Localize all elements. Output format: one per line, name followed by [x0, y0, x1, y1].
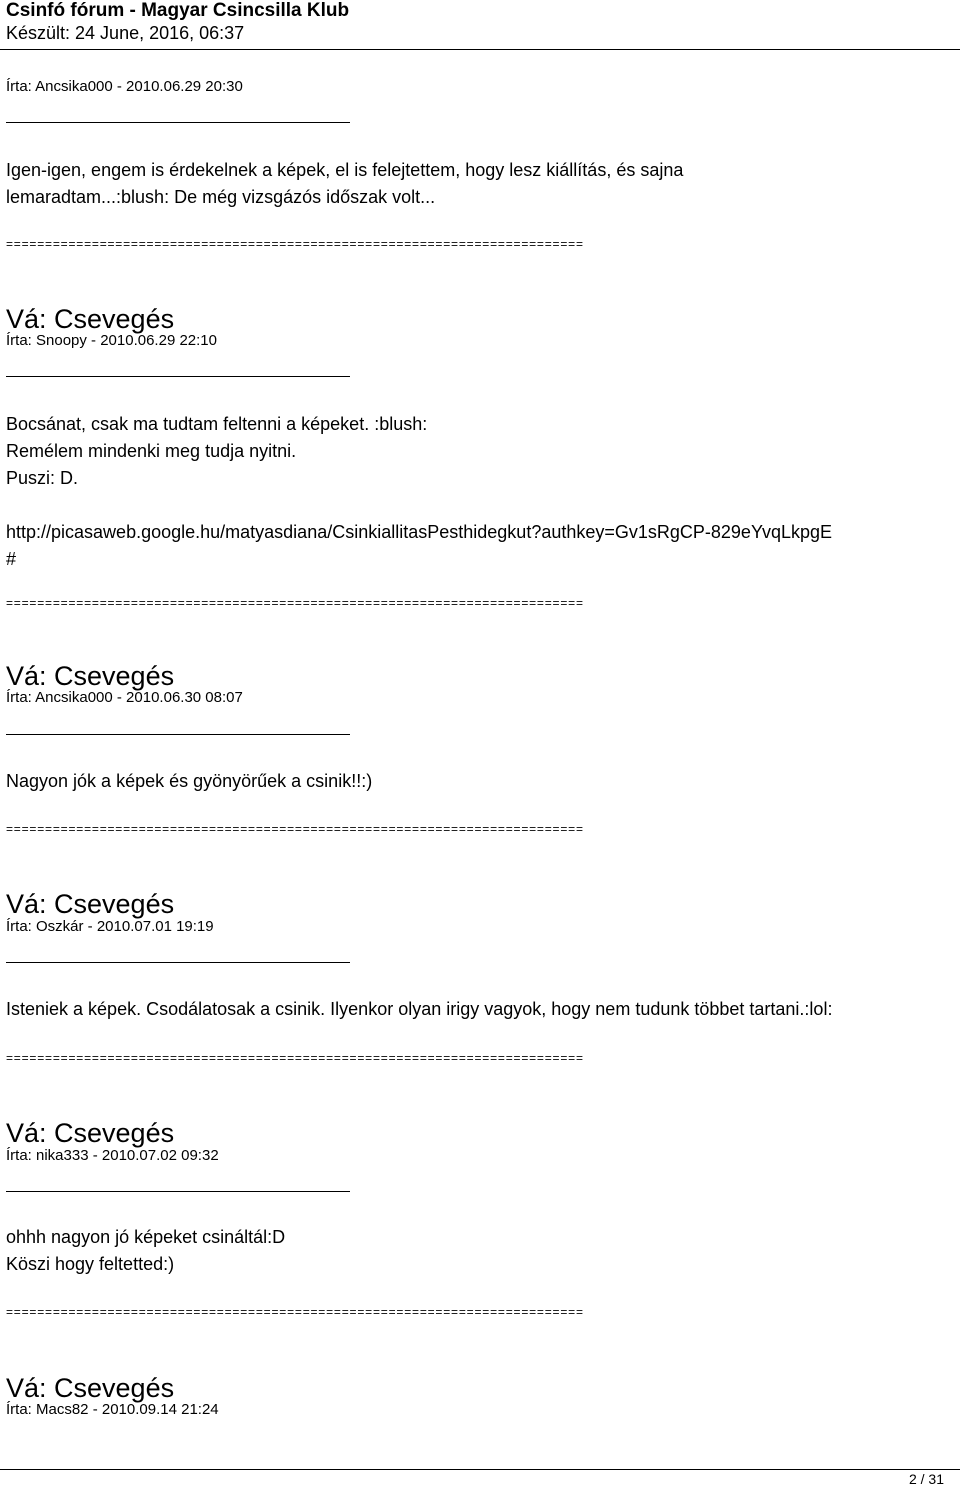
page-number: 2 / 31	[908, 1471, 944, 1487]
site-title: Csinfó fórum - Magyar Csincsilla Klub	[6, 0, 350, 21]
post-author-divider	[6, 962, 350, 963]
post-author: Írta: Oszkár - 2010.07.01 19:19	[6, 918, 214, 935]
post-author: Írta: Macs82 - 2010.09.14 21:24	[6, 1401, 219, 1418]
post-title: Vá: Csevegés	[6, 304, 175, 334]
post-body: ohhh nagyon jó képeket csináltál:D Köszi hogy feltetted:)	[6, 1227, 286, 1274]
post-author: Írta: nika333 - 2010.07.02 09:32	[6, 1147, 219, 1164]
post-author-divider	[6, 1191, 350, 1192]
post-author: Írta: Ancsika000 - 2010.06.29 20:30	[6, 78, 243, 95]
post-separator: ==========================================================================	[6, 1051, 584, 1065]
post-body: Isteniek a képek. Csodálatosak a csinik. Ilyenkor olyan irigy vagyok, hogy nem tudunk többet tartani.:lol:	[6, 999, 833, 1019]
post-author-divider	[6, 734, 350, 735]
post-body: Nagyon jók a képek és gyönyörűek a csinik!!:)	[6, 771, 373, 791]
post-author-divider	[6, 122, 350, 123]
post-title: Vá: Csevegés	[6, 889, 175, 919]
post-separator: ==========================================================================	[6, 596, 584, 610]
post-author-divider	[6, 376, 350, 377]
post-title: Vá: Csevegés	[6, 661, 175, 691]
post-author: Írta: Ancsika000 - 2010.06.30 08:07	[6, 689, 243, 706]
post-separator: ==========================================================================	[6, 1305, 584, 1319]
post-separator: ==========================================================================	[6, 237, 584, 251]
created-timestamp: Készült: 24 June, 2016, 06:37	[6, 23, 245, 43]
header-divider	[0, 49, 960, 50]
post-body: Bocsánat, csak ma tudtam feltenni a képeket. :blush: Remélem mindenki meg tudja nyitni. Puszi: D. http://picasaweb.google.hu/matyasdiana/CsinkiallitasPesthidegkut?authkey=Gv1sRgCP-829eYvqLkpgE #	[6, 414, 833, 569]
footer-divider	[0, 1469, 960, 1470]
post-separator: ==========================================================================	[6, 822, 584, 836]
post-title: Vá: Csevegés	[6, 1118, 175, 1148]
post-title: Vá: Csevegés	[6, 1373, 175, 1403]
post-body: Igen-igen, engem is érdekelnek a képek, el is felejtettem, hogy lesz kiállítás, és sajna lemaradtam...:blush: De még vizsgázós időszak volt...	[6, 160, 684, 207]
post-author: Írta: Snoopy - 2010.06.29 22:10	[6, 332, 217, 349]
